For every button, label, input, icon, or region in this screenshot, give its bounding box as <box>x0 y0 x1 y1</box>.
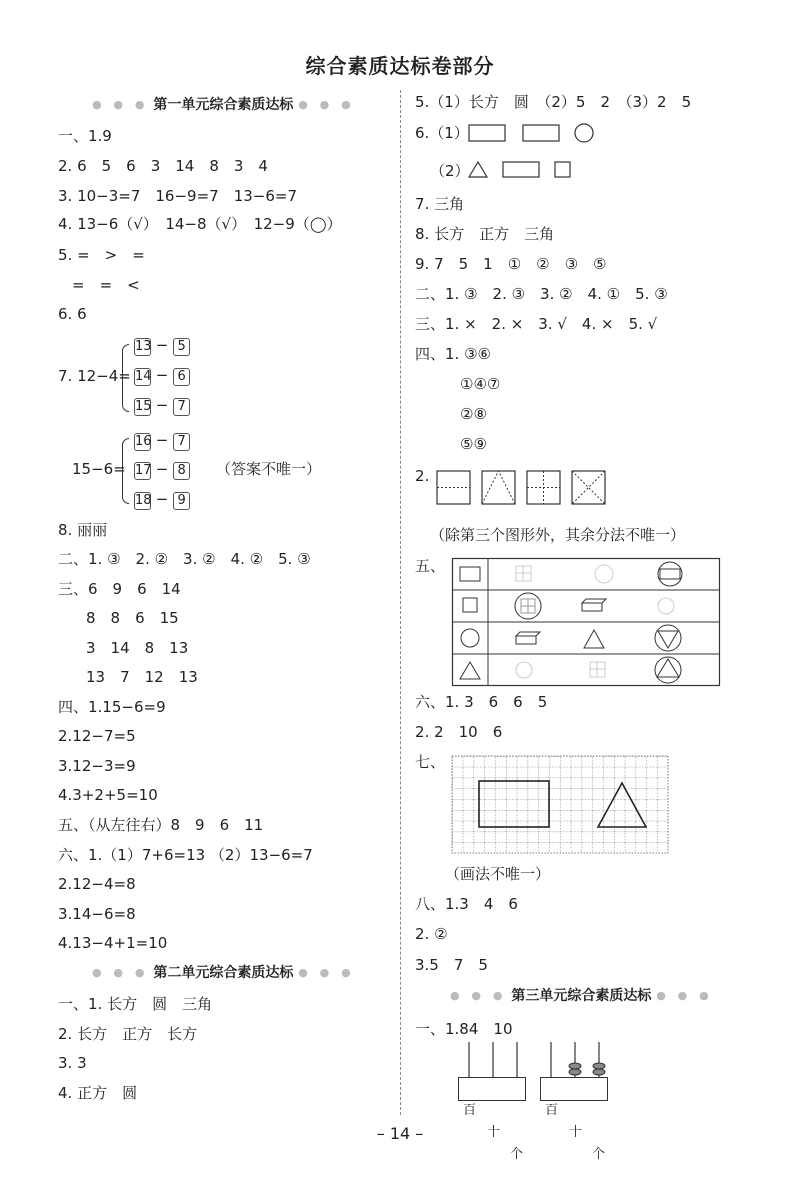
answer-line: = = < <box>72 276 140 294</box>
shapes-row-1 <box>467 123 602 147</box>
answer-line: 8 8 6 15 <box>86 609 179 627</box>
number-box: 15 <box>135 399 152 414</box>
abacus-rods-84 <box>458 1040 528 1080</box>
divided-squares <box>436 470 611 506</box>
unit2-heading <box>92 962 355 982</box>
answer-line: 13 7 12 13 <box>86 668 198 686</box>
number-box: 17 <box>135 463 152 478</box>
number-box: 18 <box>135 493 152 508</box>
abacus-label: 百 <box>463 1103 477 1118</box>
number-box: 14 <box>135 369 152 384</box>
answer-line: 四、1.15−6=9 <box>58 698 166 716</box>
answer-line: 6. 6 <box>58 305 87 323</box>
number-box: 9 <box>173 492 190 510</box>
unit2-heading-text: 第二单元综合素质达标 <box>153 965 294 981</box>
dot-grid-drawing <box>452 756 670 854</box>
triangle-shape <box>469 162 487 177</box>
abacus-label: 十 <box>487 1125 501 1140</box>
abacus-label: 个 <box>592 1147 606 1162</box>
square-shape <box>555 162 570 177</box>
abacus-label: 个 <box>510 1147 524 1162</box>
abacus-bead <box>593 1069 605 1075</box>
answer-line: 四、1. ③⑥ <box>415 345 491 363</box>
answer-line: 3.14−6=8 <box>58 905 136 923</box>
unit1-heading <box>92 94 355 114</box>
q7-label: 7. 12−4= <box>58 367 131 385</box>
answer-line: 7. 三角 <box>415 195 465 213</box>
answer-line: 五、 <box>415 557 446 575</box>
answer-line: 一、1.9 <box>58 127 112 145</box>
answer-line: 2. 6 5 6 3 14 8 3 4 <box>58 157 268 175</box>
answer-line: 3. 3 <box>58 1054 87 1072</box>
answer-line: 3.5 7 5 <box>415 956 488 974</box>
answer-line: 5.（1）长方 圆 （2）5 2 （3）2 5 <box>415 93 692 111</box>
note: （画法不唯一） <box>445 865 551 883</box>
minus-sign: − <box>155 490 169 508</box>
answer-line: 3. 10−3=7 16−9=7 13−6=7 <box>58 187 298 205</box>
page-number: – 14 – <box>376 1124 424 1143</box>
unit1-heading-text: 第一单元综合素质达标 <box>153 97 294 113</box>
heading-dots: ● ● ● <box>450 989 507 1002</box>
unit3-heading-text: 第三单元综合素质达标 <box>511 988 652 1004</box>
answer-line: 二、1. ③ 2. ② 3. ② 4. ② 5. ③ <box>58 550 311 568</box>
answer-line: 2. ② <box>415 925 448 943</box>
shapes-row-2 <box>467 159 577 183</box>
abacus-label-row <box>540 1077 608 1162</box>
unit3-heading <box>450 985 713 1005</box>
answer-line: ①④⑦ <box>460 375 501 393</box>
number-box: 13 <box>135 339 152 354</box>
answer-line: （2） <box>430 162 470 180</box>
answer-line: 4.3+2+5=10 <box>58 786 158 804</box>
answer-line: 八、1.3 4 6 <box>415 895 518 913</box>
number-pair <box>134 395 190 416</box>
answer-line: 4. 正方 圆 <box>58 1084 138 1102</box>
abacus-label: 百 <box>545 1103 559 1118</box>
answer-line: 一、1.84 10 <box>415 1020 513 1038</box>
answer-line: 五、（从左往右）8 9 6 11 <box>58 816 264 834</box>
minus-sign: − <box>155 431 169 449</box>
answer-line: 2. 2 10 6 <box>415 723 503 741</box>
minus-sign: − <box>155 396 169 414</box>
heading-dots: ● ● ● <box>92 966 149 979</box>
brace <box>122 344 129 412</box>
note: （答案不唯一） <box>216 460 322 478</box>
answer-line: 2.12−4=8 <box>58 875 136 893</box>
heading-dots: ● ● ● <box>298 98 355 111</box>
rectangle-shape <box>503 162 539 177</box>
answer-line: ⑤⑨ <box>460 435 487 453</box>
answer-line: 9. 7 5 1 ① ② ③ ⑤ <box>415 255 607 273</box>
answer-line: 三、1. × 2. × 3. √ 4. × 5. √ <box>415 315 658 333</box>
number-box: 7 <box>173 398 190 416</box>
minus-sign: − <box>155 366 169 384</box>
number-pair <box>134 430 190 451</box>
number-box: 6 <box>173 368 190 386</box>
note: （除第三个图形外，其余分法不唯一） <box>430 526 686 544</box>
minus-sign: − <box>155 336 169 354</box>
answer-line: 8. 丽丽 <box>58 521 108 539</box>
number-pair <box>134 489 190 510</box>
heading-dots: ● ● ● <box>92 98 149 111</box>
number-pair <box>134 365 190 386</box>
answer-line: 六、1. 3 6 6 5 <box>415 693 548 711</box>
abacus-label-row <box>458 1077 526 1162</box>
abacus-bead <box>569 1069 581 1075</box>
number-box: 5 <box>173 338 190 356</box>
answer-line: 一、1. 长方 圆 三角 <box>58 995 213 1013</box>
abacus-rods-with-beads <box>540 1040 610 1080</box>
answer-line: ②⑧ <box>460 405 487 423</box>
number-box: 8 <box>173 462 190 480</box>
brace <box>122 438 129 504</box>
number-pair <box>134 459 190 480</box>
page-title: 综合素质达标卷部分 <box>305 54 495 78</box>
answer-line: 5. = > = <box>58 246 145 264</box>
column-divider <box>400 90 401 1115</box>
answer-line: 6.（1） <box>415 124 469 142</box>
answer-line: 2. <box>415 467 430 485</box>
circle-shape <box>575 124 593 142</box>
abacus-label: 十 <box>569 1125 583 1140</box>
number-pair <box>134 335 190 356</box>
heading-dots: ● ● ● <box>298 966 355 979</box>
abacus-bead <box>569 1063 581 1069</box>
number-box: 16 <box>135 434 152 449</box>
answer-line: 2. 长方 正方 长方 <box>58 1025 198 1043</box>
answer-line: 4. 13−6（√） 14−8（√） 12−9（◯） <box>58 215 342 233</box>
answer-line: 4.13−4+1=10 <box>58 934 168 952</box>
answer-line: 8. 长方 正方 三角 <box>415 225 555 243</box>
answer-line: 3 14 8 13 <box>86 639 189 657</box>
heading-dots: ● ● ● <box>656 989 713 1002</box>
number-box: 7 <box>173 433 190 451</box>
q7b-label: 15−6= <box>72 460 126 478</box>
answer-line: 二、1. ③ 2. ③ 3. ② 4. ① 5. ③ <box>415 285 668 303</box>
shape-match-table <box>452 558 720 686</box>
rectangle-shape <box>469 125 505 141</box>
answer-line: 2.12−7=5 <box>58 727 136 745</box>
rectangle-shape <box>523 125 559 141</box>
abacus-bead <box>593 1063 605 1069</box>
answer-line: 七、 <box>415 753 446 771</box>
minus-sign: − <box>155 460 169 478</box>
answer-line: 三、6 9 6 14 <box>58 580 181 598</box>
answer-line: 3.12−3=9 <box>58 757 136 775</box>
answer-line: 六、1.（1）7+6=13 （2）13−6=7 <box>58 846 313 864</box>
